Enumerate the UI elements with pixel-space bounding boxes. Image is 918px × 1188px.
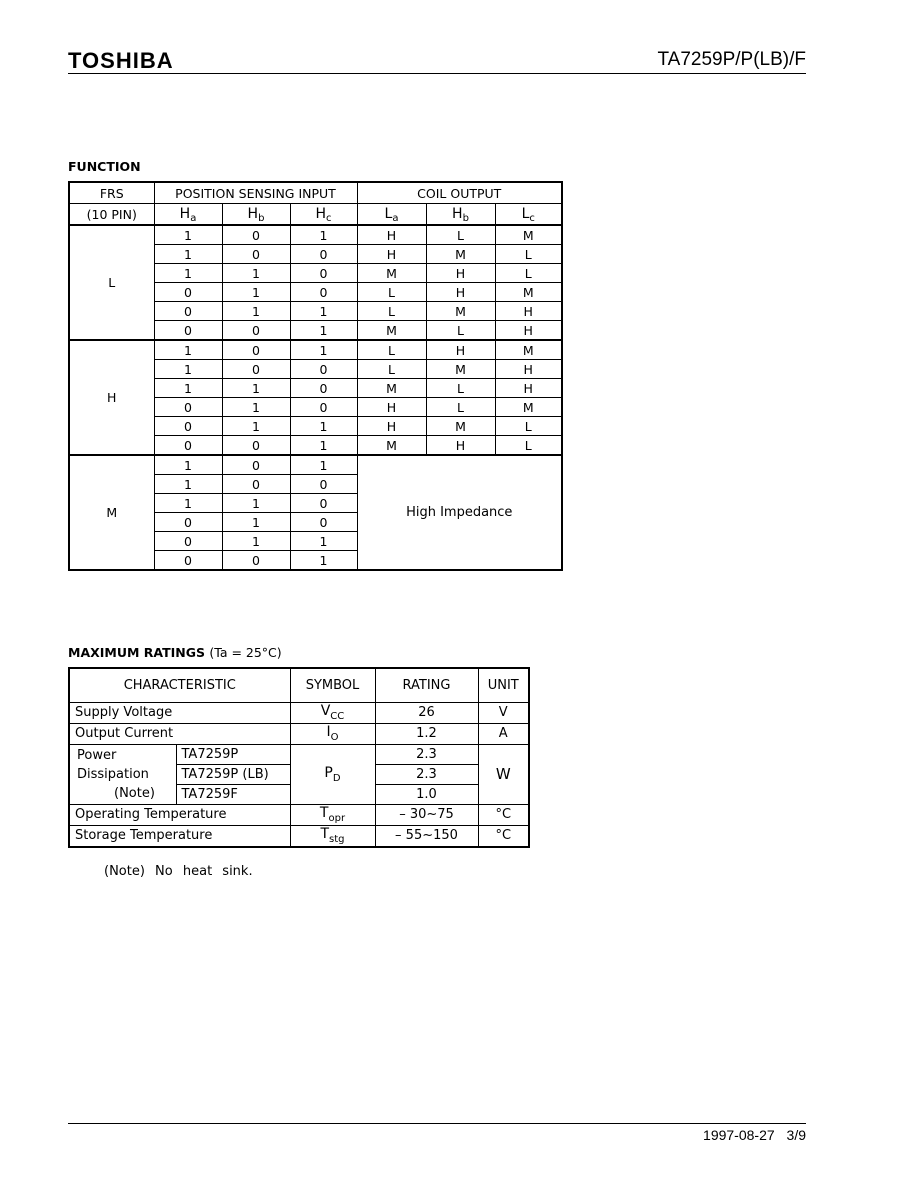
output-value: M (357, 436, 426, 456)
input-value: 1 (222, 264, 290, 283)
input-value: 1 (154, 475, 222, 494)
output-value: L (426, 321, 495, 341)
power-dissipation-unit: W (478, 744, 529, 804)
storage-temp-unit: °C (478, 825, 529, 847)
input-value: 0 (222, 225, 290, 245)
operating-temp-unit: °C (478, 804, 529, 825)
output-current-unit: A (478, 723, 529, 744)
unit-header: UNIT (478, 668, 529, 702)
input-value: 1 (154, 379, 222, 398)
input-value: 0 (222, 551, 290, 571)
input-value: 0 (290, 494, 357, 513)
frs-value: M (69, 455, 154, 570)
input-value: 0 (290, 475, 357, 494)
input-value: 1 (222, 417, 290, 436)
function-title: FUNCTION (68, 159, 141, 174)
input-value: 0 (290, 379, 357, 398)
rating-header: RATING (375, 668, 478, 702)
input-value: 0 (290, 245, 357, 264)
input-value: 1 (290, 225, 357, 245)
input-value: 0 (154, 532, 222, 551)
input-value: 0 (154, 302, 222, 321)
operating-temp-rating: – 30~75 (375, 804, 478, 825)
function-table (68, 181, 563, 571)
output-value: H (426, 283, 495, 302)
output-value: L (495, 245, 562, 264)
output-value: H (426, 264, 495, 283)
output-coil-header: $H_b$ (426, 204, 495, 226)
input-value: 0 (154, 513, 222, 532)
input-value: 0 (154, 398, 222, 417)
function-row (69, 455, 562, 475)
output-value: L (426, 398, 495, 417)
supply-voltage-unit: V (478, 702, 529, 723)
input-value: 0 (154, 417, 222, 436)
operating-temp-symbol: $T_{opr}$ (290, 804, 375, 825)
coil-output-header: COIL OUTPUT (357, 182, 562, 204)
footer-date-page: 1997-08-27 3/9 (703, 1127, 806, 1143)
position-input-header: POSITION SENSING INPUT (154, 182, 357, 204)
output-value: H (426, 340, 495, 360)
part-number: TA7259P/P(LB)/F (657, 49, 806, 70)
supply-voltage-label: Supply Voltage (69, 702, 290, 723)
power-variant-rating: 2.3 (375, 764, 478, 784)
power-variant-part: TA7259P (176, 744, 290, 764)
output-value: M (495, 340, 562, 360)
output-value: L (357, 340, 426, 360)
input-pin-header: $H_a$ (154, 204, 222, 226)
output-value: M (357, 379, 426, 398)
input-value: 0 (154, 283, 222, 302)
input-value: 0 (222, 245, 290, 264)
output-value: L (357, 302, 426, 321)
input-value: 1 (154, 245, 222, 264)
output-value: M (357, 321, 426, 341)
storage-temp-label: Storage Temperature (69, 825, 290, 847)
input-value: 1 (222, 513, 290, 532)
input-value: 1 (290, 436, 357, 456)
storage-temp-symbol: $T_{stg}$ (290, 825, 375, 847)
power-dissipation-label: Power Dissipation (Note) (69, 744, 176, 804)
output-value: M (495, 398, 562, 417)
output-value: L (495, 417, 562, 436)
frs-pin-header: (10 PIN) (69, 204, 154, 226)
output-value: H (495, 321, 562, 341)
input-value: 1 (154, 225, 222, 245)
output-value: M (495, 283, 562, 302)
output-value: L (426, 379, 495, 398)
input-value: 1 (222, 532, 290, 551)
input-value: 1 (290, 321, 357, 341)
output-value: L (495, 264, 562, 283)
input-value: 1 (222, 283, 290, 302)
output-current-symbol: $I_O$ (290, 723, 375, 744)
storage-temp-row (69, 825, 529, 847)
input-value: 1 (222, 494, 290, 513)
input-pin-header: $H_c$ (290, 204, 357, 226)
output-value: H (495, 379, 562, 398)
output-value: L (357, 360, 426, 379)
power-dissipation-symbol: $P_D$ (290, 744, 375, 804)
storage-temp-rating: – 55~150 (375, 825, 478, 847)
max-ratings-title-text: MAXIMUM RATINGS (68, 645, 206, 660)
input-value: 1 (290, 302, 357, 321)
output-value: M (426, 360, 495, 379)
output-value: L (426, 225, 495, 245)
input-value: 1 (290, 455, 357, 475)
input-value: 0 (222, 340, 290, 360)
input-value: 0 (222, 360, 290, 379)
output-value: M (357, 264, 426, 283)
frs-header: FRS (69, 182, 154, 204)
max-ratings-table (68, 667, 530, 848)
input-value: 1 (222, 302, 290, 321)
header-rule (68, 73, 806, 74)
supply-voltage-rating: 26 (375, 702, 478, 723)
input-value: 0 (290, 283, 357, 302)
operating-temp-row (69, 804, 529, 825)
power-variant-part: TA7259P (LB) (176, 764, 290, 784)
input-value: 1 (222, 379, 290, 398)
power-variant-rating: 2.3 (375, 744, 478, 764)
output-coil-header: $L_c$ (495, 204, 562, 226)
output-value: H (357, 398, 426, 417)
input-value: 1 (154, 264, 222, 283)
input-value: 1 (154, 494, 222, 513)
input-pin-header: $H_b$ (222, 204, 290, 226)
output-value: L (357, 283, 426, 302)
input-value: 0 (154, 551, 222, 571)
input-value: 0 (222, 455, 290, 475)
output-value: M (495, 225, 562, 245)
output-value: H (357, 417, 426, 436)
power-variant-rating: 1.0 (375, 784, 478, 804)
output-coil-header: $L_a$ (357, 204, 426, 226)
function-table-body (69, 225, 562, 570)
input-value: 1 (154, 340, 222, 360)
input-value: 0 (154, 321, 222, 341)
input-value: 1 (222, 398, 290, 417)
input-value: 1 (290, 417, 357, 436)
function-row (69, 340, 562, 360)
output-value: M (426, 245, 495, 264)
power-dissipation-row-1 (69, 744, 529, 764)
output-current-label: Output Current (69, 723, 290, 744)
output-value: H (426, 436, 495, 456)
heat-sink-note: (Note) No heat sink. (104, 864, 253, 879)
input-value: 0 (290, 360, 357, 379)
output-current-row (69, 723, 529, 744)
function-row (69, 225, 562, 245)
output-value: H (357, 245, 426, 264)
characteristic-header: CHARACTERISTIC (69, 668, 290, 702)
input-value: 0 (222, 475, 290, 494)
footer-rule (68, 1123, 806, 1124)
frs-value: H (69, 340, 154, 455)
input-value: 1 (290, 340, 357, 360)
frs-value: L (69, 225, 154, 340)
output-current-rating: 1.2 (375, 723, 478, 744)
operating-temp-label: Operating Temperature (69, 804, 290, 825)
input-value: 0 (222, 436, 290, 456)
max-ratings-condition: (Ta = 25°C) (209, 645, 282, 660)
output-value: L (495, 436, 562, 456)
input-value: 0 (290, 398, 357, 417)
input-value: 1 (154, 360, 222, 379)
high-impedance-cell: High Impedance (357, 455, 562, 570)
output-value: H (357, 225, 426, 245)
input-value: 0 (154, 436, 222, 456)
input-value: 1 (290, 551, 357, 571)
output-value: M (426, 302, 495, 321)
input-value: 0 (222, 321, 290, 341)
input-value: 0 (290, 264, 357, 283)
supply-voltage-row (69, 702, 529, 723)
toshiba-logo: TOSHIBA (68, 48, 174, 73)
input-value: 1 (290, 532, 357, 551)
supply-voltage-symbol: $V_{CC}$ (290, 702, 375, 723)
power-variant-part: TA7259F (176, 784, 290, 804)
output-value: M (426, 417, 495, 436)
input-value: 1 (154, 455, 222, 475)
max-ratings-title (68, 645, 282, 660)
output-value: H (495, 302, 562, 321)
input-value: 0 (290, 513, 357, 532)
output-value: H (495, 360, 562, 379)
symbol-header: SYMBOL (290, 668, 375, 702)
